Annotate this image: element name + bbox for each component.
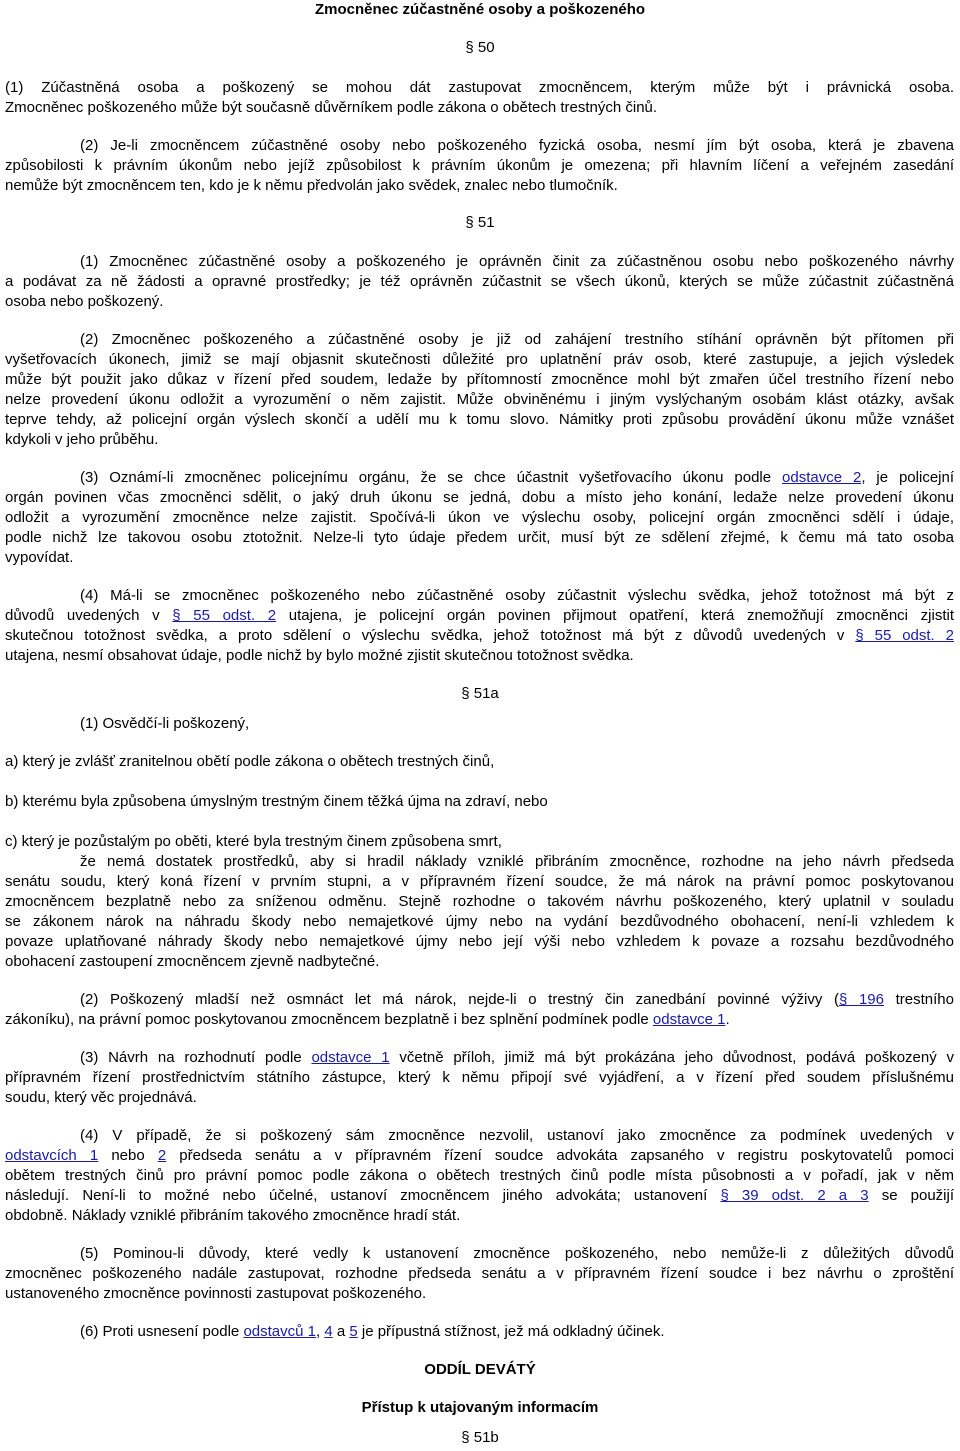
- s51a-p2-line1: (2) Poškozený mladší než osmnáct let má nárok, nejde-li o trestný čin zanedbání povinné výživy (§ 196 trestního: [80, 991, 954, 1008]
- s50-p1-line1: (1) Zúčastněná osoba a poškozený se mohou dát zastupovat zmocněncem, kterým může být i právnická osoba.: [5, 79, 954, 96]
- s51-p4-line1: (4) Má-li se zmocněnec poškozeného nebo zúčastněné osoby zúčastnit výslechu svědka, jehož totožnost má být z: [80, 587, 954, 604]
- s51-p2-line4: nelze provedení úkonu odložit a vyrozumění o něm zajistit. Může obviněnému i jiným vyslýchaným osobám klást otázky, avšak: [5, 391, 954, 408]
- s51-p3-line1: (3) Oznámí-li zmocněnec policejnímu orgánu, že se chce účastnit vyšetřovacího úkonu podle odstavce 2, je policejní: [80, 469, 955, 486]
- s50-p2-line3: nemůže být zmocněncem ten, kdo je k němu předvolán jako svědek, znalec nebo tlumočník.: [5, 177, 618, 194]
- s51a-item-c: c) který je pozůstalým po oběti, které byla trestným činem způsobena smrt,: [5, 833, 502, 850]
- s51a-p1-rest-line6: obohacení zastoupení zmocněncem zjevně nadbytečné.: [5, 953, 380, 970]
- s51-p1-line2: a podávat za ně žádosti a opravné prostředky; je též oprávněn zúčastnit se všech úkonů, kterých se může zúčastnit zúčastněná: [5, 273, 954, 290]
- s51a-p1-rest-line5: povaze uplatňované náhrady škody nebo nemajetkové újmy nebo její výši nebo vzhledem k povaze a rozsahu bezdůvodného: [5, 933, 954, 950]
- s51a-p4-line1: (4) V případě, že si poškozený sám zmocněnce nezvolil, ustanoví jako zmocněnce za podmínek uvedených v: [80, 1127, 954, 1144]
- s51-p4-line2: důvodů uvedených v § 55 odst. 2 utajena, je policejní orgán povinen přijmout opatření, která znemožňují zmocněnci zjistit: [5, 607, 954, 624]
- s50-p2-line2: způsobilosti k právním úkonům nebo jejíž způsobilost k právním úkonům je omezena; při hlavním líčení a veřejném zasedání: [5, 157, 954, 174]
- link-odstavcich-1[interactable]: odstavcích 1: [5, 1147, 99, 1164]
- s51-p2-line2: vyšetřovacích úkonech, jimiž se mají objasnit skutečnosti důležité pro uplatnění práv osob, které zastupuje, a jejich výsledek: [5, 351, 954, 368]
- s51-p3-line3: odložit a vyrozumění zmocněnce nelze zajistit. Spočívá-li úkon ve výslechu osoby, policejní orgán zmocněnci sdělí i údaje,: [5, 509, 954, 526]
- link-4[interactable]: 4: [324, 1323, 333, 1340]
- section-heading-51a: § 51a: [461, 685, 499, 702]
- s51a-p5-line1: (5) Pominou-li důvody, které vedly k ustanovení zmocněnce poškozeného, nebo nemůže-li z důležitých důvodů: [80, 1245, 954, 1262]
- s51a-p3-line1: (3) Návrh na rozhodnutí podle odstavce 1 včetně příloh, jimiž má být prokázána jeho důvodnost, podává poškozený v: [80, 1049, 954, 1066]
- s51-p1-line3: osoba nebo poškozený.: [5, 293, 164, 310]
- s51-p2-line5: teprve tehdy, až policejní orgán výslech skončí a udělí mu k tomu slovo. Námitky proti způsobu provádění úkonu může vznášet: [5, 411, 954, 428]
- s50-p1-line2: Zmocněnec poškozeného může být současně důvěrníkem podle zákona o obětech trestných činů.: [5, 99, 658, 116]
- link-odstavce-2[interactable]: odstavce 2: [782, 469, 862, 486]
- s51a-item-a: a) který je zvlášť zranitelnou obětí podle zákona o obětech trestných činů,: [5, 753, 495, 770]
- s51a-p5-line2: zmocněnec poškozeného nadále zastupovat, rozhodne předseda senátu a v přípravném řízení soudce i bez návrhu o zproštění: [5, 1265, 954, 1282]
- s51a-p3-line3: soudu, který věc projednává.: [5, 1089, 197, 1106]
- s51-p3-line2: orgán povinen včas zmocněnci sdělit, o jaký druh úkonu se jedná, dobu a místo jeho konání, ledaže nelze provedení úkonu: [5, 489, 954, 506]
- s51a-p4-line5: obdobně. Náklady vzniklé přibráním takového zmocněnce hradí stát.: [5, 1207, 461, 1224]
- link-55-odst-2[interactable]: § 55 odst. 2: [172, 607, 277, 624]
- s51-p3-line4: podle nichž lze takovou osobu ztotožnit. Nelze-li tyto údaje předem určit, musí být ze sdělení zřejmé, k čemu má tato osoba: [5, 529, 954, 546]
- s51-p2-line1: (2) Zmocněnec poškozeného a zúčastněné osoby je již od zahájení trestního stíhání oprávněn být přítomen při: [80, 331, 954, 348]
- s51a-p1-rest-line3: zmocněncem bezplatně nebo za sníženou odměnu. Stejně rozhodne o takovém návrhu poškozeného, který uplatnil v souladu: [5, 893, 954, 910]
- s51-p4-line3: skutečnou totožnost svědka, a proto sdělení o výslechu svědka, jehož totožnost má být z důvodů uvedených v § 55 odst. 2: [5, 627, 954, 644]
- s51-p4-line4: utajena, nesmí obsahovat údaje, podle nichž by bylo možné zjistit skutečnou totožnost svědka.: [5, 647, 634, 664]
- s51-p2-line3: může být použit jako důkaz v řízení před soudem, ledaže by přítomností zmocněnce mohl být zmařen účel trestního řízení nebo: [5, 371, 954, 388]
- link-odstavce-1-second[interactable]: odstavce 1: [311, 1049, 390, 1066]
- s51a-p4-line2: odstavcích 1 nebo 2 předseda senátu a v přípravném řízení soudce advokáta zapsaného v registru poskytovatelů pomoci: [5, 1147, 954, 1164]
- s51a-p1-intro: (1) Osvědčí-li poškozený,: [80, 715, 250, 732]
- s51-p3-line5: vypovídat.: [5, 549, 74, 566]
- division-title: Přístup k utajovaným informacím: [361, 1399, 599, 1416]
- section-heading-51b: § 51b: [461, 1429, 499, 1446]
- link-55-odst-2-second[interactable]: § 55 odst. 2: [855, 627, 954, 644]
- s51a-p1-rest-line4: se zákonem nárok na náhradu škody nebo nemajetkové újmy nebo na vydání bezdůvodného obohacení, není-li vzhledem k: [5, 913, 954, 930]
- link-5[interactable]: 5: [349, 1323, 358, 1340]
- s51a-p5-line3: ustanoveného zmocněnce povinnosti zastupovat poškozeného.: [5, 1285, 427, 1302]
- s51a-item-b: b) kterému byla způsobena úmyslným trestným činem těžká újma na zdraví, nebo: [5, 793, 548, 810]
- page-title: Zmocněnec zúčastněné osoby a poškozeného: [314, 1, 646, 18]
- s51a-p4-line3: obětem trestných činů pro právní pomoc podle zákona o obětech trestných činů podle místa působnosti a v pořadí, jak v něm: [5, 1167, 954, 1184]
- link-2[interactable]: 2: [157, 1147, 167, 1164]
- link-196[interactable]: § 196: [838, 991, 884, 1008]
- s51a-p6: (6) Proti usnesení podle odstavců 1, 4 a 5 je přípustná stížnost, jež má odkladný účinek.: [80, 1323, 665, 1340]
- s51-p1-line1: (1) Zmocněnec zúčastněné osoby a poškozeného je oprávněn činit za zúčastněnou osobu nebo poškozeného návrhy: [80, 253, 954, 270]
- link-odstavcu-1[interactable]: odstavců 1: [243, 1323, 316, 1340]
- s51a-p1-rest-line2: senátu soudu, který koná řízení v prvním stupni, a v přípravném řízení soudce, že má nárok na právní pomoc poskytovanou: [5, 873, 954, 890]
- section-heading-51: § 51: [465, 214, 495, 231]
- s51a-p3-line2: přípravném řízení prostřednictvím státního zástupce, který k němu připojí své vyjádření, a v řízení před soudem příslušnému: [5, 1069, 954, 1086]
- s50-p2-line1: (2) Je-li zmocněncem zúčastněné osoby nebo poškozeného fyzická osoba, nesmí jím být osoba, která je zbavena: [80, 137, 954, 154]
- s51a-p2-line2: zákoníku), na právní pomoc poskytovanou zmocněncem bezplatně i bez splnění podmínek podle odstavce 1.: [5, 1011, 730, 1028]
- link-odstavce-1[interactable]: odstavce 1: [652, 1011, 726, 1028]
- s51a-p4-line4: následují. Není-li to možné nebo účelné, ustanoví zmocněncem jiného advokáta; ustanovení § 39 odst. 2 a 3 se použijí: [5, 1187, 955, 1204]
- s51a-p1-rest-line1: že nemá dostatek prostředků, aby si hradil náklady vzniklé přibráním zmocněnce, rozhodne na jeho návrh předseda: [80, 853, 954, 870]
- s51-p2-line6: kdykoli v jeho průběhu.: [5, 431, 159, 448]
- division-heading: ODDÍL DEVÁTÝ: [424, 1361, 536, 1378]
- section-heading-50: § 50: [465, 39, 495, 56]
- link-39-odst-2-a-3[interactable]: § 39 odst. 2 a 3: [720, 1187, 869, 1204]
